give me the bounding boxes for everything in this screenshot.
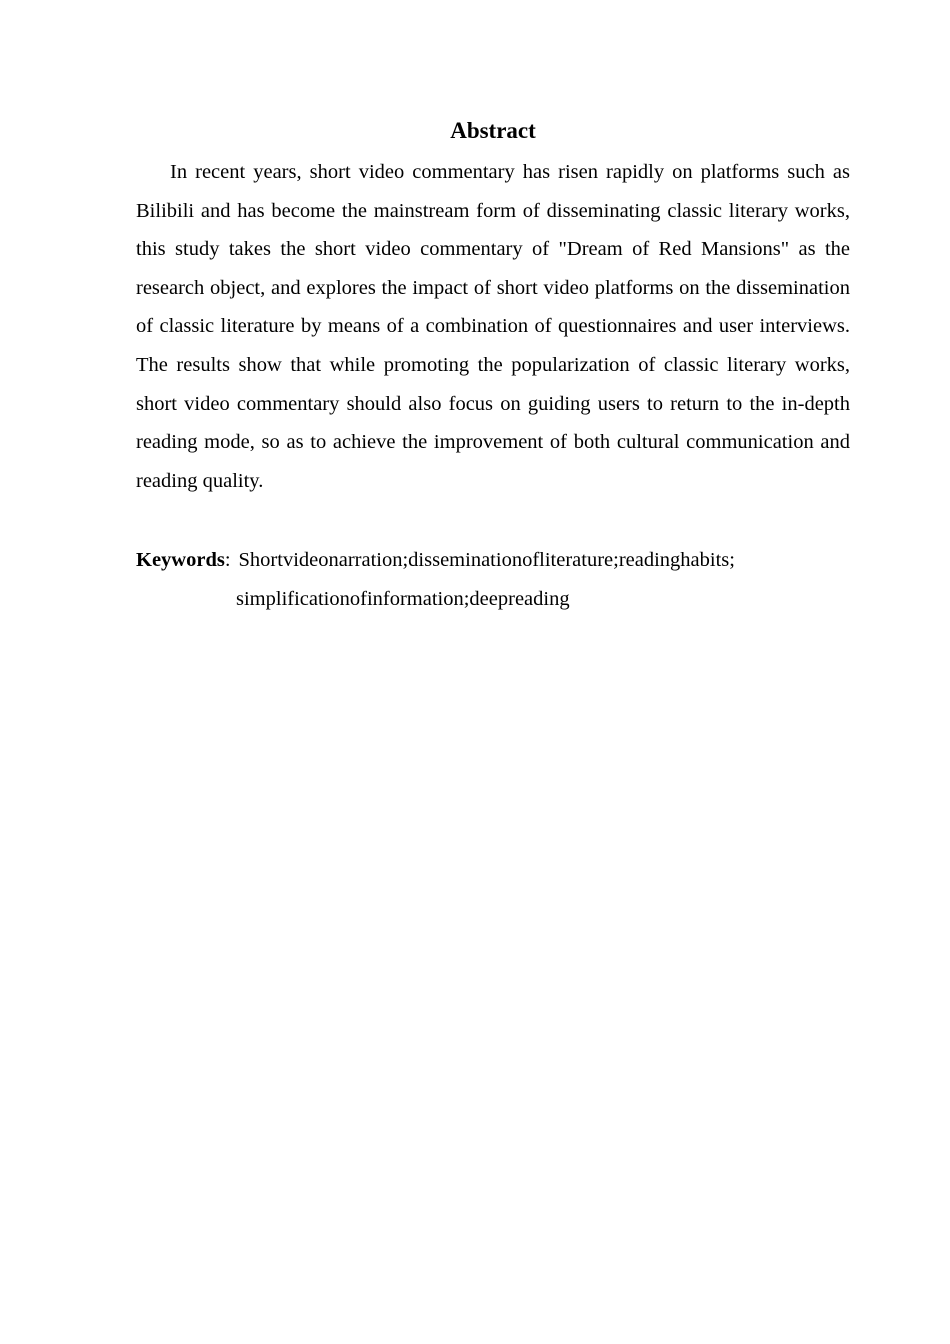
keywords-section [136, 541, 850, 618]
keywords-separator: : [224, 549, 231, 571]
abstract-heading: Abstract [450, 118, 536, 143]
keywords-line-1: Shortvideonarration;disseminationofliterature;readinghabits; [238, 549, 735, 571]
keywords-line-2: simplificationofinformation;deepreading [236, 587, 570, 610]
abstract-paragraph: In recent years, short video commentary has risen rapidly on platforms such as Bilibili and has become the mainstream form of disseminating classic literary works, this study takes the short video commentary of "Dream of Red Mansions" as the research object, and explores the impact of short video platforms on the dissemination of classic literature by means of a combination of questionnaires and user interviews. The results show that while promoting the popularization of classic literary works, short video commentary should also focus on guiding users to return to the in-depth reading mode, so as to achieve the improvement of both cultural communication and reading quality. [136, 161, 850, 492]
keywords-label: Keywords [136, 549, 225, 571]
